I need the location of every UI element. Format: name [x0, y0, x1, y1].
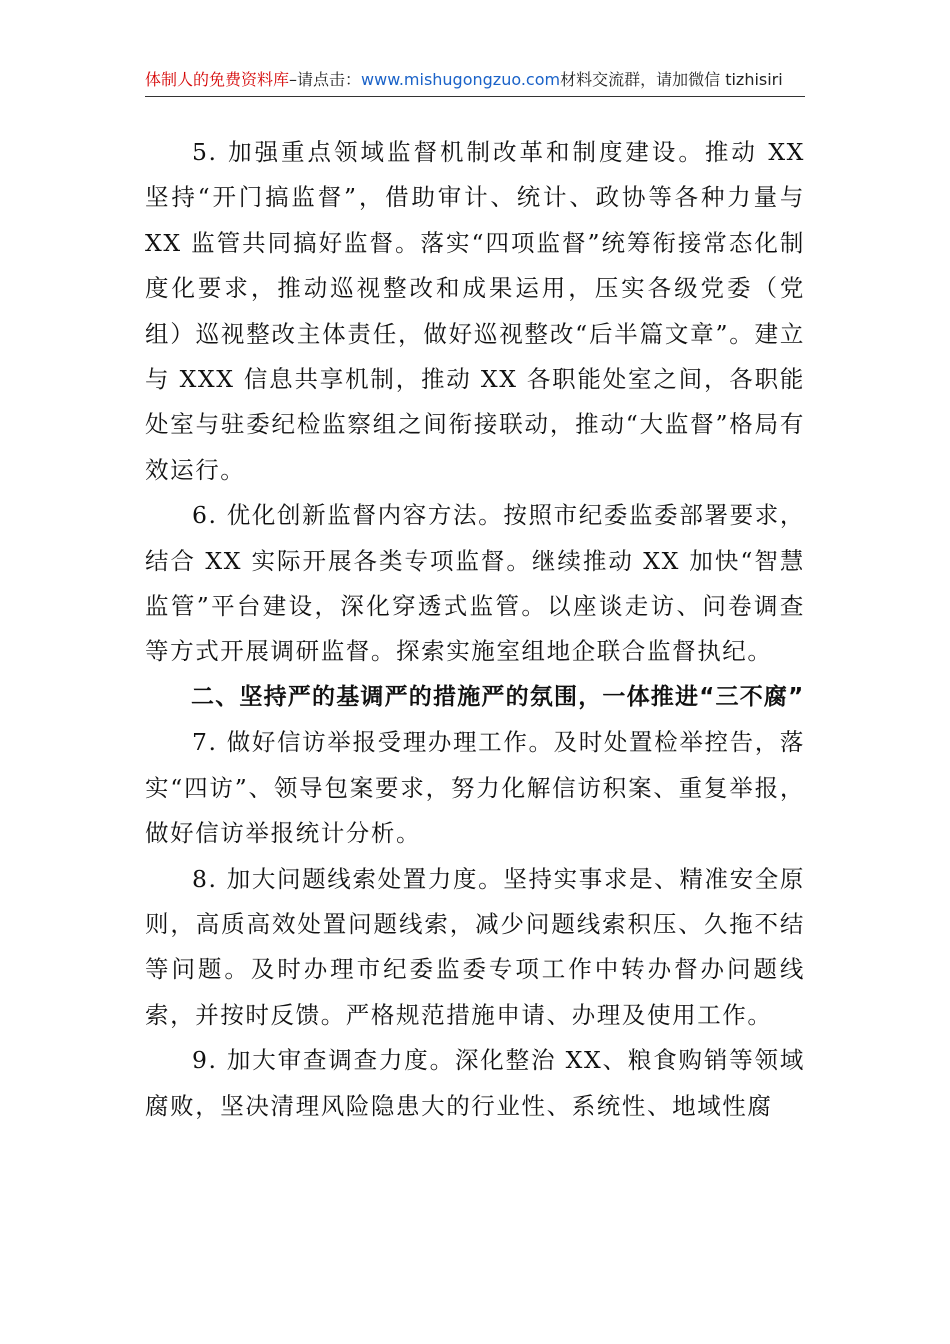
- paragraph-8: 8. 加大问题线索处置力度。坚持实事求是、精准安全原则，高质高效处置问题线索，减少问题线索积压、久拖不结等问题。及时办理市纪委监委专项工作中转办督办问题线索，并按时反馈。严格规范措施申请、办理及使用工作。: [145, 864, 805, 1029]
- header-prompt: –请点击：: [289, 70, 362, 89]
- header-brand: 体制人的免费资料库: [145, 70, 290, 89]
- paragraph-7: 7. 做好信访举报受理办理工作。及时处置检举控告，落实“四访”、领导包案要求，努力化解信访积案、重复举报，做好信访举报统计分析。: [145, 728, 805, 848]
- section-heading-2: 二、坚持严的基调严的措施严的氛围，一体推进“三不腐”: [191, 683, 805, 710]
- paragraph-9: 9. 加大审查调查力度。深化整治 XX、粮食购销等领域腐败，坚决清理风险隐患大的行业性、系统性、地域性腐: [145, 1046, 805, 1120]
- paragraph-6: 6. 优化创新监督内容方法。按照市纪委监委部署要求，结合 XX 实际开展各类专项监督。继续推动 XX 加快“智慧监管”平台建设，深化穿透式监管。以座谈走访、问卷调查等方式开展调研监督。探索实施室组地企联合监督执纪。: [145, 501, 805, 666]
- header-contact: 材料交流群，请加微信 tizhisiri: [560, 70, 783, 89]
- header-link[interactable]: www.mishugongzuo.com: [361, 70, 561, 89]
- document-body: [145, 130, 805, 1129]
- page-header: [145, 66, 805, 97]
- paragraph-5: 5. 加强重点领域监督机制改革和制度建设。推动 XX 坚持“开门搞监督”，借助审计、统计、政协等各种力量与 XX 监管共同搞好监督。落实“四项监督”统筹衔接常态化制度化要求，推动巡视整改和成果运用，压实各级党委（党组）巡视整改主体责任，做好巡视整改“后半篇文章”。建立与 XXX 信息共享机制，推动 XX 各职能处室之间，各职能处室与驻委纪检监察组之间衔接联动，推动“大监督”格局有效运行。: [145, 138, 805, 484]
